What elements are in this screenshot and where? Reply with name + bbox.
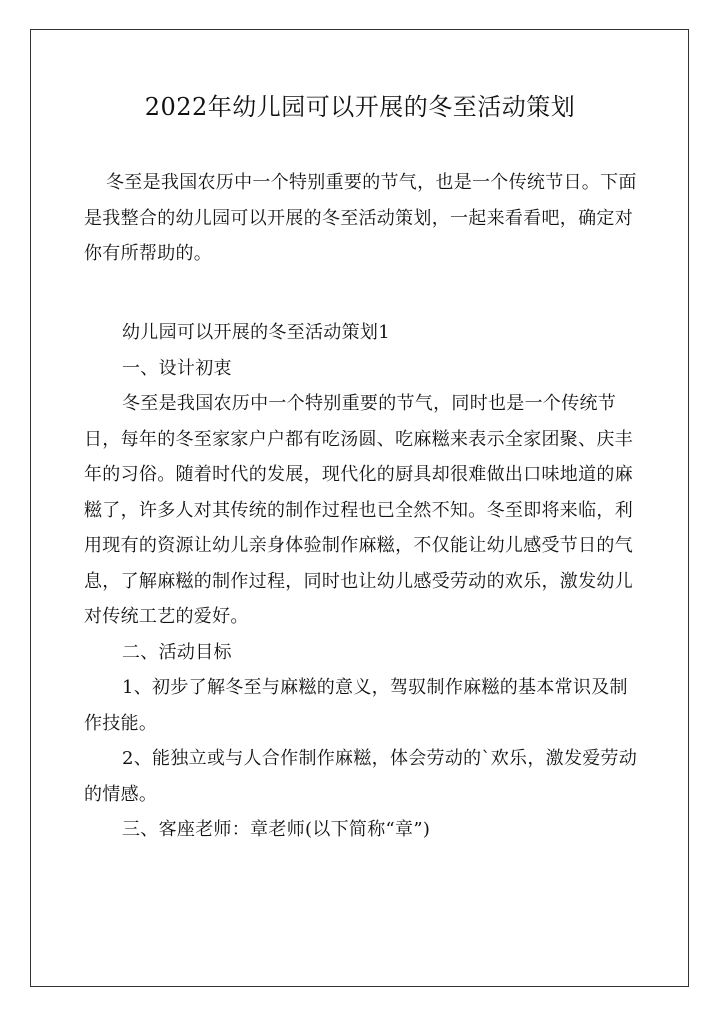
intro-paragraph: 冬至是我国农历中一个特别重要的节气，也是一个传统节日。下面是我整合的幼儿园可以开展的冬至活动策划，一起来看看吧，确定对你有所帮助的。 [84,172,637,264]
list-item: 2、能独立或与人合作制作麻糍，体会劳动的`欢乐，激发爱劳动的情感。 [84,748,638,805]
list-item: 1、初步了解冬至与麻糍的意义，驾驭制作麻糍的基本常识及制作技能。 [84,677,628,734]
section-subheading: 二、活动目标 [122,641,232,663]
section-subheading: 一、设计初衷 [122,357,232,379]
section-subheading: 三、客座老师：章老师(以下简称“章”) [122,819,431,840]
document-title: 2022年幼儿园可以开展的冬至活动策划 [144,93,576,121]
document-body [84,315,644,848]
body-paragraph: 冬至是我国农历中一个特别重要的节气，同时也是一个传统节日，每年的冬至家家户户都有吃汤圆、吃麻糍来表示全家团聚、庆丰年的习俗。随着时代的发展，现代化的厨具却很难做出口味地道的麻糍了，许多人对其传统的制作过程也已全然不知。冬至即将来临，利用现有的资源让幼儿亲身体验制作麻糍，不仅能让幼儿感受节日的气息，了解麻糍的制作过程，同时也让幼儿感受劳动的欢乐，激发幼儿对传统工艺的爱好。 [84,393,633,627]
section-heading: 幼儿园可以开展的冬至活动策划1 [122,322,390,343]
